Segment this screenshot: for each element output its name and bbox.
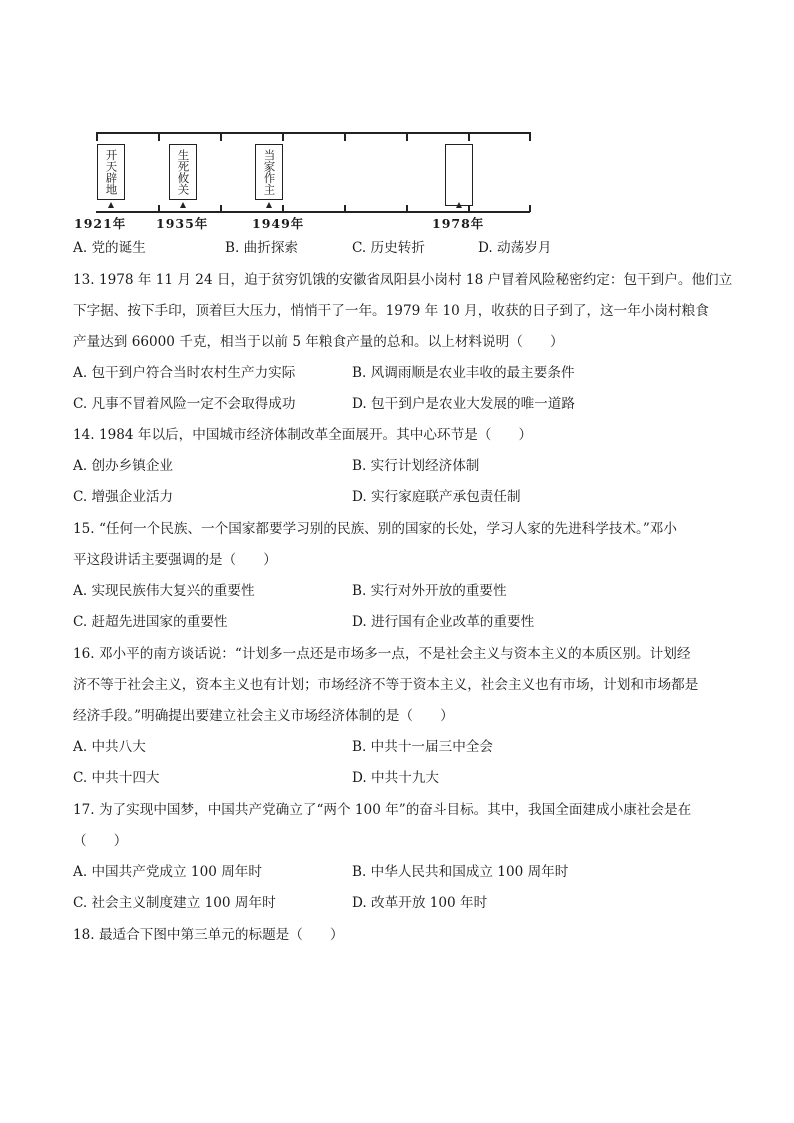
timeline-base-line: [96, 211, 530, 213]
q16-stem-line-2: 济不等于社会主义，资本主义也有计划；市场经济不等于资本主义，社会主义也有市场，计划和市场都是: [73, 677, 699, 693]
q16-option-d: D. 中共十九大: [352, 770, 440, 786]
q13-option-c: C. 凡事不冒着风险一定不会取得成功: [73, 396, 296, 412]
timeline-tick: [468, 132, 470, 141]
q17-option-a: A. 中国共产党成立 100 周年时: [73, 864, 262, 880]
timeline-box-1949: 当家作主: [255, 144, 283, 200]
q12-option-a: A. 党的诞生: [73, 240, 146, 256]
q12-option-d: D. 动荡岁月: [478, 240, 552, 256]
q14-option-a: A. 创办乡镇企业: [73, 458, 174, 474]
q13-option-a: A. 包干到户符合当时农村生产力实际: [73, 365, 296, 381]
arrow-up-icon: [456, 202, 462, 208]
q18-stem-line-1: 18. 最适合下图中第三单元的标题是（ ）: [73, 927, 344, 943]
q12-option-c: C. 历史转折: [352, 240, 425, 256]
timeline-tick: [158, 132, 160, 141]
timeline-tick: [529, 132, 531, 141]
q14-option-d: D. 实行家庭联产承包责任制: [352, 489, 521, 505]
timeline-box-1935: 生死攸关: [169, 144, 197, 200]
q16-stem-line-1: 16. 邓小平的南方谈话说：“计划多一点还是市场多一点，不是社会主义与资本主义的本质区别。计划经: [73, 646, 691, 662]
timeline-top-line: [96, 132, 530, 134]
timeline-year: 1935年: [156, 216, 209, 231]
q14-stem-line-1: 14. 1984 年以后，中国城市经济体制改革全面展开。其中心环节是（ ）: [73, 427, 533, 443]
timeline-year: 1978年: [432, 216, 485, 231]
timeline-box-1921: 开天辟地: [97, 144, 125, 200]
q15-stem-line-1: 15. “任何一个民族、一个国家都要学习别的民族、别的国家的长处，学习人家的先进科学技术。”邓小: [73, 521, 677, 537]
q17-option-b: B. 中华人民共和国成立 100 周年时: [352, 864, 569, 880]
arrow-up-icon: [266, 202, 272, 208]
timeline-tick: [282, 132, 284, 141]
timeline-box-1978-blank: [445, 144, 473, 206]
q13-stem-line-2: 下字据、按下手印，顶着巨大压力，悄悄干了一年。1979 年 10 月，收获的日子到了，这一年小岗村粮食: [73, 303, 709, 319]
q13-stem-line-3: 产量达到 66000 千克，相当于以前 5 年粮食产量的总和。以上材料说明（ ）: [73, 334, 564, 350]
q14-option-c: C. 增强企业活力: [73, 489, 174, 505]
arrow-up-icon: [180, 202, 186, 208]
timeline-tick: [344, 132, 346, 141]
q15-option-b: B. 实行对外开放的重要性: [352, 583, 507, 599]
q16-option-c: C. 中共十四大: [73, 770, 160, 786]
q13-stem-line-1: 13. 1978 年 11 月 24 日，迫于贫穷饥饿的安徽省凤阳县小岗村 18 户冒着风险秘密约定：包干到户。他们立: [73, 272, 733, 288]
q15-stem-line-2: 平这段讲话主要强调的是（ ）: [73, 552, 277, 568]
q14-option-b: B. 实行计划经济体制: [352, 458, 480, 474]
timeline-tick: [96, 132, 98, 141]
q15-option-c: C. 赶超先进国家的重要性: [73, 614, 228, 630]
timeline-tick: [220, 132, 222, 141]
q17-stem-line-1: 17. 为了实现中国梦，中国共产党确立了“两个 100 年”的奋斗目标。其中，我国全面建成小康社会是在: [73, 802, 692, 818]
timeline-figure: [70, 125, 540, 230]
timeline-tick: [406, 132, 408, 141]
timeline-year: 1921年: [74, 216, 127, 231]
q13-option-b: B. 风调雨顺是农业丰收的最主要条件: [352, 365, 575, 381]
q16-stem-line-3: 经济手段。”明确提出要建立社会主义市场经济体制的是（ ）: [73, 708, 454, 724]
arrow-up-icon: [108, 202, 114, 208]
q15-option-d: D. 进行国有企业改革的重要性: [352, 614, 535, 630]
timeline-year: 1949年: [252, 216, 305, 231]
q17-option-c: C. 社会主义制度建立 100 周年时: [73, 895, 276, 911]
q15-option-a: A. 实现民族伟大复兴的重要性: [73, 583, 255, 599]
q17-option-d: D. 改革开放 100 年时: [352, 895, 488, 911]
q17-stem-line-2: （ ）: [73, 833, 128, 849]
q16-option-a: A. 中共八大: [73, 739, 146, 755]
q16-option-b: B. 中共十一届三中全会: [352, 739, 493, 755]
q12-option-b: B. 曲折探索: [225, 240, 299, 256]
q13-option-d: D. 包干到户是农业大发展的唯一道路: [352, 396, 575, 412]
